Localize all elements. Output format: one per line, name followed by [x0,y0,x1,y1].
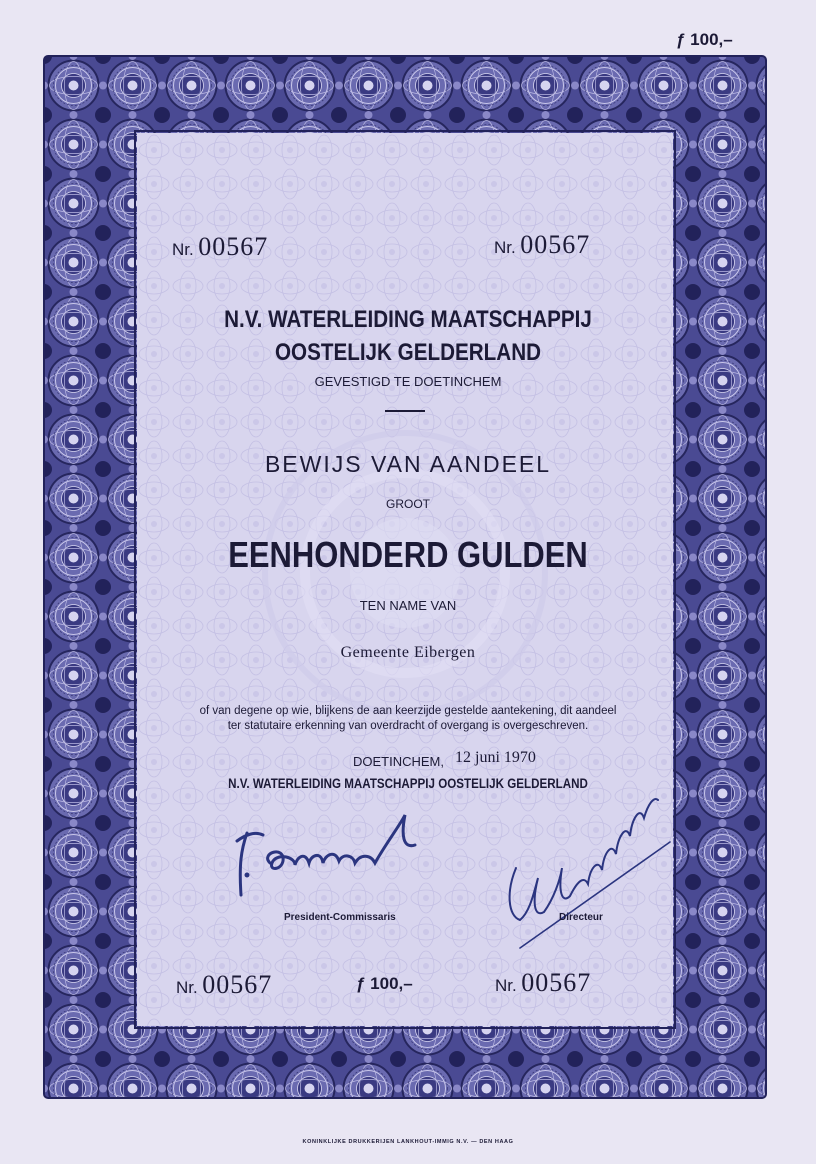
serial-label: Nr. [495,976,517,995]
company-name-line2: OOSTELIJK GELDERLAND [274,339,542,366]
company-name-line2-wrap [0,339,816,367]
signatory-left-title: President-Commissaris [284,912,396,923]
serial-number: 00567 [198,232,269,261]
amount-words-wrap [0,534,816,576]
company-seat: GEVESTIGD TE DOETINCHEM [314,374,502,389]
signature-director [498,780,676,952]
serial-bottom-left [176,970,272,1000]
holder-name: Gemeente Eibergen [340,644,476,661]
size-label: GROOT [386,497,430,511]
printer-imprint: KONINKLIJKE DRUKKERIJEN LANKHOUT-IMMIG N.V. — DEN HAAG [302,1139,514,1145]
denomination-top: ƒ 100,– [676,30,733,49]
name-label: TEN NAME VAN [359,598,457,613]
denomination-bottom: ƒ 100,– [356,974,413,993]
company-full-name-wrap [0,776,816,791]
serial-top-right [494,230,590,260]
issue-date: 12 juni 1970 [455,749,536,766]
signature-president [225,805,430,905]
company-full-name: N.V. WATERLEIDING MAATSCHAPPIJ OOSTELIJK GELDERLAND [228,776,588,791]
serial-number: 00567 [520,230,591,259]
transfer-clause-line1: of van degene op wie, blijkens de aan keerzijde gestelde aantekening, dit aandeel [199,705,617,717]
certificate-title: BEWIJS VAN AANDEEL [264,451,552,477]
transfer-clause-line2: ter statutaire erkenning van overdracht of overgang is overgeschreven. [227,720,589,732]
serial-label: Nr. [494,238,516,257]
serial-label: Nr. [172,240,194,259]
serial-number: 00567 [202,970,273,999]
serial-top-left [172,232,268,262]
serial-number: 00567 [521,968,592,997]
divider [385,410,425,412]
serial-label: Nr. [176,978,198,997]
amount-words: EENHONDERD GULDEN [228,534,588,575]
issue-place: DOETINCHEM, [353,754,444,769]
signatory-right-title: Directeur [559,912,603,923]
serial-bottom-right [495,968,591,998]
company-name-line1-wrap [0,306,816,334]
company-name-line1: N.V. WATERLEIDING MAATSCHAPPIJ [224,306,592,333]
